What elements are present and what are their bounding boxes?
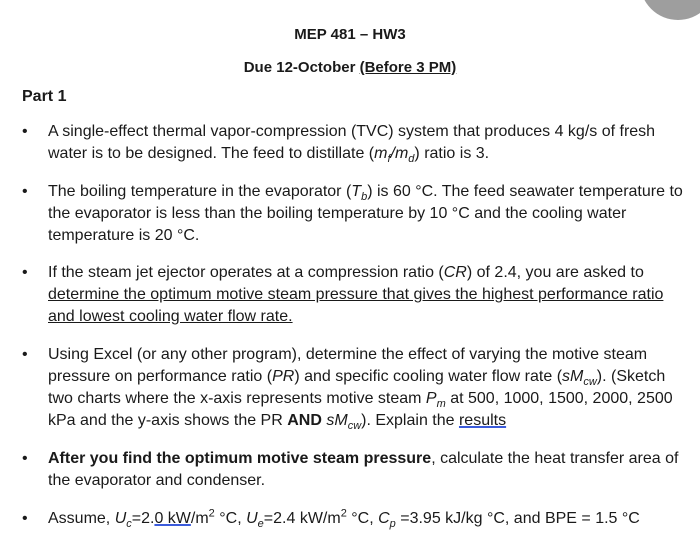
list-item: • A single-effect thermal vapor-compression (TVC) system that produces 4 kg/s of fresh water is to be designed. The feed to distillate $(m_f/m_d)$ ratio is 3. <box>48 121 688 165</box>
avatar[interactable] <box>640 0 700 20</box>
due-note: (Before 3 PM) <box>359 59 457 76</box>
list-item: • After you find the optimum motive steam pressure, calculate the heat transfer area of the evaporator and condenser. <box>48 448 688 492</box>
task-underlined: determine the optimum motive steam pressure that gives the highest performance ratio and lowest cooling water flow rate. <box>48 286 664 325</box>
course-title: MEP 481 – HW3 <box>294 26 406 43</box>
part-title: Part 1 <box>22 88 67 105</box>
results-word: results <box>458 412 507 429</box>
list-item: • Using Excel (or any other program), determine the effect of varying the motive steam pressure on performance ratio (PR) and specific cooling water flow rate $(sM_{cw})$. (Sketch two charts where the x-axis represents motive steam $P_m$ at 500, 1000, 1500, 2000, 2500 kPa and the y-axis shows the PR AND $sM_{cw}$). Explain the results <box>48 344 688 432</box>
list-item: • Assume, $U_c=2.0$ $kW/m^2$ °C, $U_e=2.4$ $kW/m^2$ °C, $C_p =3.95$ kJ/kg °C, and BPE = 1.5 °C <box>48 508 688 530</box>
list-item: • If the steam jet ejector operates at a compression ratio (CR) of 2.4, you are asked to determine the optimum motive steam pressure that gives the highest performance ratio and lowest cooling water flow rate. <box>48 262 688 328</box>
due-date: Due 12-October (Before 3 PM) <box>243 59 457 76</box>
list-item: • The boiling temperature in the evaporator $(T_b)$ is 60 °C. The feed seawater temperature to the evaporator is less than the boiling temperature by 10 °C and the cooling water temperature is 20 °C. <box>48 181 688 247</box>
